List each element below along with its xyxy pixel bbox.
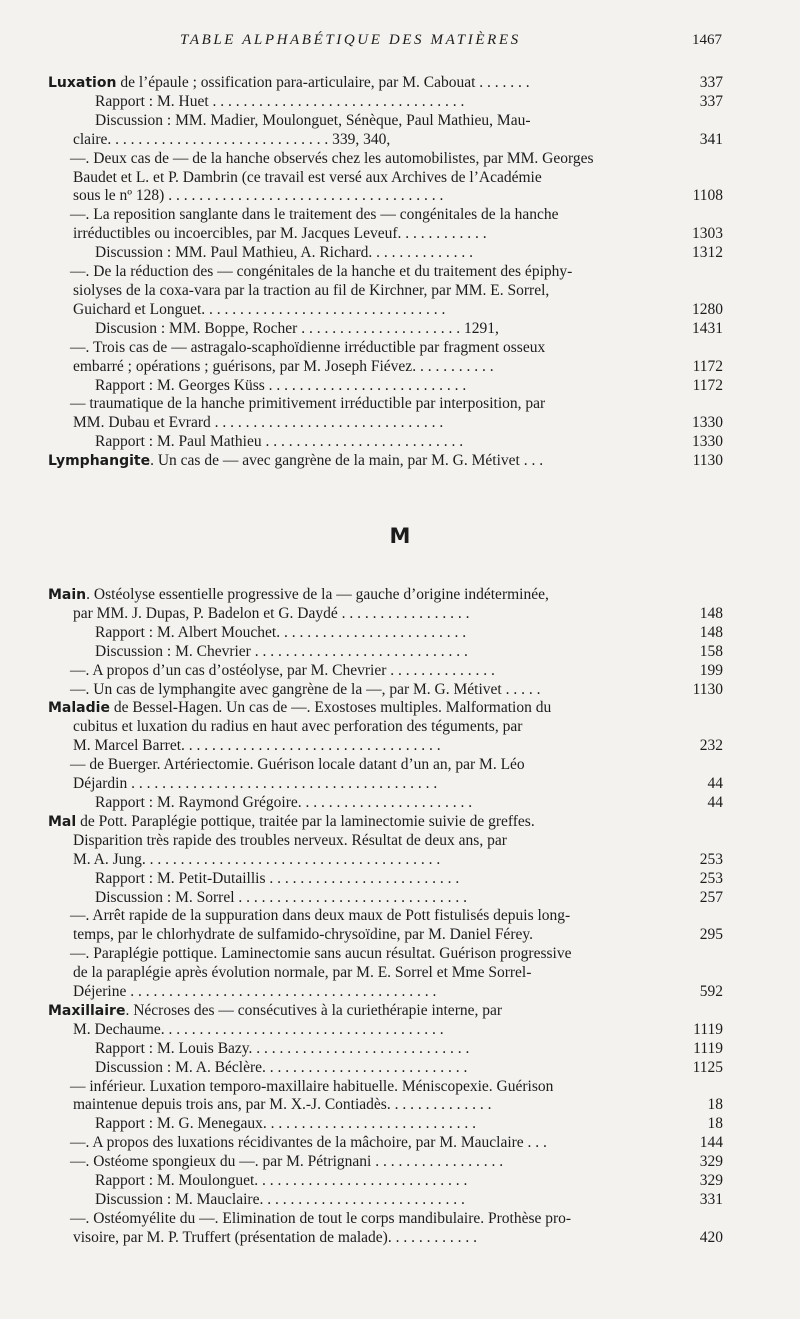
page-ref: 1172	[689, 358, 723, 377]
index-line	[48, 1134, 723, 1153]
index-line	[48, 1040, 723, 1059]
page-ref: 1130	[689, 452, 723, 471]
page-ref: 337	[696, 74, 723, 93]
index-text: —. A propos d’un cas d’ostéolyse, par M. Chevrier . . . . . . . . . . . . . .	[70, 661, 495, 679]
page-ref: 257	[696, 889, 723, 908]
index-line	[48, 624, 723, 643]
index-line	[48, 1096, 723, 1115]
index-line	[48, 1078, 723, 1097]
page-ref: 329	[696, 1153, 723, 1172]
index-line	[48, 907, 723, 926]
page-ref: 1125	[689, 1059, 723, 1078]
index-line	[48, 112, 723, 131]
index-text: Rapport : M. Albert Mouchet. . . . . . . . . . . . . . . . . . . . . . . . .	[95, 623, 467, 641]
index-text: MM. Dubau et Evrard . . . . . . . . . . . . . . . . . . . . . . . . . . . . . .	[73, 414, 444, 432]
index-text: Déjardin . . . . . . . . . . . . . . . . . . . . . . . . . . . . . . . . . . . . . . . .	[73, 775, 438, 793]
index-text: de la paraplégie après évolution normale, par M. E. Sorrel et Mme Sorrel-	[73, 964, 532, 982]
index-line	[48, 926, 723, 945]
index-text: sous le nº 128) . . . . . . . . . . . . . . . . . . . . . . . . . . . . . . . . . . . .	[73, 187, 444, 205]
index-line	[48, 1229, 723, 1248]
index-line	[48, 244, 723, 263]
index-line	[48, 681, 723, 700]
index-line	[48, 225, 723, 244]
index-line	[48, 433, 723, 452]
page-ref: 331	[696, 1191, 723, 1210]
index-text: visoire, par M. P. Truffert (présentation de malade). . . . . . . . . . . .	[73, 1228, 477, 1246]
index-text: Discussion : M. Chevrier . . . . . . . . . . . . . . . . . . . . . . . . . . . .	[95, 642, 468, 660]
index-text: cubitus et luxation du radius en haut avec perforation des téguments, par	[73, 718, 523, 736]
page-ref: 1280	[688, 301, 723, 320]
page-ref: 148	[696, 624, 723, 643]
index-line	[48, 414, 723, 433]
index-text: temps, par le chlorhydrate de sulfamido-chrysoïdine, par M. Daniel Férey.	[73, 926, 533, 944]
index-line	[48, 1153, 723, 1172]
index-line	[48, 662, 723, 681]
index-text: Discusion : MM. Boppe, Rocher . . . . . . . . . . . . . . . . . . . . . 1291,	[95, 319, 499, 337]
index-line	[48, 643, 723, 662]
page-ref: 337	[696, 93, 723, 112]
index-line	[48, 74, 723, 93]
running-head	[0, 32, 800, 52]
index-line	[48, 131, 723, 150]
index-line	[48, 1059, 723, 1078]
index-text: Rapport : M. Huet . . . . . . . . . . . . . . . . . . . . . . . . . . . . . . . . .	[95, 92, 465, 110]
index-text: Rapport : M. Petit-Dutaillis . . . . . . . . . . . . . . . . . . . . . . . . .	[95, 869, 460, 887]
page-ref: 1431	[688, 320, 723, 339]
index-line	[48, 206, 723, 225]
index-text: Rapport : M. G. Menegaux. . . . . . . . . . . . . . . . . . . . . . . . . . . .	[95, 1115, 477, 1133]
page-ref: 1172	[689, 377, 723, 396]
index-text: de Pott. Paraplégie pottique, traitée par la laminectomie suivie de greffes.	[76, 812, 535, 830]
index-line	[48, 737, 723, 756]
index-text: Déjerine . . . . . . . . . . . . . . . . . . . . . . . . . . . . . . . . . . . . . . . .	[73, 983, 437, 1001]
index-keyword: Mal	[48, 813, 77, 830]
page-ref: 253	[696, 851, 723, 870]
page-ref: 1303	[688, 225, 723, 244]
index-text: . Nécroses des — consécutives à la curiethérapie interne, par	[125, 1001, 503, 1019]
index-line	[48, 169, 723, 188]
index-text: Disparition très rapide des troubles nerveux. Résultat de deux ans, par	[73, 831, 507, 849]
index-text: Rapport : M. Louis Bazy. . . . . . . . . . . . . . . . . . . . . . . . . . . . .	[95, 1039, 470, 1057]
index-text: —. La reposition sanglante dans le traitement des — congénitales de la hanche	[70, 206, 559, 224]
index-line	[48, 452, 723, 471]
index-text: Guichard et Longuet. . . . . . . . . . . . . . . . . . . . . . . . . . . . . . . .	[73, 300, 446, 318]
index-line	[48, 832, 723, 851]
index-text: . Un cas de — avec gangrène de la main, par M. G. Métivet . . .	[150, 452, 544, 470]
page-ref: 18	[704, 1096, 724, 1115]
page-ref: 44	[704, 775, 724, 794]
index-text: —. Ostéome spongieux du —. par M. Pétrignani . . . . . . . . . . . . . . . . .	[70, 1153, 504, 1171]
page-ref: 1330	[688, 433, 723, 452]
index-text: claire. . . . . . . . . . . . . . . . . . . . . . . . . . . . . 339, 340,	[73, 130, 391, 148]
index-line	[48, 395, 723, 414]
index-text: M. A. Jung. . . . . . . . . . . . . . . . . . . . . . . . . . . . . . . . . . . . . . .	[73, 850, 441, 868]
index-block-m	[48, 586, 723, 1248]
index-line	[48, 794, 723, 813]
index-text: —. Paraplégie pottique. Laminectomie sans aucun résultat. Guérison progressive	[70, 945, 572, 963]
index-line	[48, 813, 723, 832]
index-keyword: Luxation	[48, 75, 117, 91]
index-text: de Bessel-Hagen. Un cas de —. Exostoses multiples. Malformation du	[109, 699, 552, 717]
index-line	[48, 699, 723, 718]
page-ref: 1130	[689, 681, 723, 700]
page-ref: 44	[704, 794, 724, 813]
page-ref: 253	[696, 870, 723, 889]
index-line	[48, 870, 723, 889]
index-line	[48, 263, 723, 282]
index-line	[48, 187, 723, 206]
index-text: Baudet et L. et P. Dambrin (ce travail est versé aux Archives de l’Académie	[73, 168, 542, 186]
index-line	[48, 586, 723, 605]
index-text: Discussion : M. A. Béclère. . . . . . . . . . . . . . . . . . . . . . . . . . .	[95, 1058, 468, 1076]
index-line	[48, 301, 723, 320]
index-text: —. Un cas de lymphangite avec gangrène de la —, par M. G. Métivet . . . . .	[70, 680, 541, 698]
page-ref: 1119	[689, 1021, 723, 1040]
index-line	[48, 964, 723, 983]
page-ref: 1312	[688, 244, 723, 263]
index-line	[48, 983, 723, 1002]
index-text: —. Trois cas de — astragalo-scaphoïdienne irréductible par fragment osseux	[70, 338, 546, 356]
index-keyword: Main	[48, 587, 87, 603]
index-line	[48, 718, 723, 737]
index-line	[48, 320, 723, 339]
index-text: Discussion : MM. Paul Mathieu, A. Richard. . . . . . . . . . . . . .	[95, 244, 474, 262]
index-text: —. Arrêt rapide de la suppuration dans deux maux de Pott fistulisés depuis long-	[70, 907, 571, 925]
index-text: Discussion : M. Mauclaire. . . . . . . . . . . . . . . . . . . . . . . . . . .	[95, 1191, 465, 1208]
index-text: M. Dechaume. . . . . . . . . . . . . . . . . . . . . . . . . . . . . . . . . . . . .	[73, 1020, 444, 1038]
index-keyword: Lymphangite	[48, 453, 151, 470]
index-line	[48, 945, 723, 964]
page-ref: 144	[696, 1134, 723, 1153]
page-ref: 158	[696, 643, 723, 662]
index-text: Rapport : M. Moulonguet. . . . . . . . . . . . . . . . . . . . . . . . . . . .	[95, 1172, 468, 1190]
index-text: — inférieur. Luxation temporo-maxillaire habituelle. Méniscopexie. Guérison	[70, 1077, 554, 1095]
page-ref: 18	[704, 1115, 724, 1134]
index-line	[48, 605, 723, 624]
index-line	[48, 377, 723, 396]
index-text: — traumatique de la hanche primitivement irréductible par interposition, par	[70, 395, 546, 413]
index-text: embarré ; opérations ; guérisons, par M. Joseph Fiévez. . . . . . . . . . .	[73, 357, 494, 375]
page-ref: 420	[696, 1229, 723, 1248]
page-ref: 1108	[689, 187, 723, 206]
index-text: —. Deux cas de — de la hanche observés chez les automobilistes, par MM. Georges	[70, 149, 594, 167]
index-line	[48, 339, 723, 358]
index-text: Discussion : MM. Madier, Moulonguet, Sénèque, Paul Mathieu, Mau-	[95, 111, 531, 129]
index-text: maintenue depuis trois ans, par M. X.-J. Contiadès. . . . . . . . . . . . . .	[73, 1096, 492, 1114]
index-block-l	[48, 74, 723, 471]
index-text: . Ostéolyse essentielle progressive de la — gauche d’origine indéterminée,	[86, 586, 549, 603]
page-ref: 592	[696, 983, 723, 1002]
index-line	[48, 1191, 723, 1210]
running-title: TABLE ALPHABÉTIQUE DES MATIÈRES	[180, 32, 521, 48]
page-ref: 329	[696, 1172, 723, 1191]
index-keyword: Maxillaire	[48, 1002, 126, 1019]
index-line	[48, 756, 723, 775]
page-ref: 148	[696, 605, 723, 624]
index-line	[48, 1002, 723, 1021]
index-line	[48, 1210, 723, 1229]
index-line	[48, 775, 723, 794]
page-number: 1467	[692, 32, 722, 48]
index-line	[48, 93, 723, 112]
index-keyword: Maladie	[48, 700, 110, 717]
index-line	[48, 1021, 723, 1040]
index-line	[48, 358, 723, 377]
index-text: —. Ostéomyélite du —. Elimination de tout le corps mandibulaire. Prothèse pro-	[70, 1209, 572, 1227]
index-line	[48, 1172, 723, 1191]
page-ref: 1330	[688, 414, 723, 433]
page-ref: 295	[696, 926, 723, 945]
section-letter: M	[389, 524, 411, 548]
index-text: irréductibles ou incoercibles, par M. Jacques Leveuf. . . . . . . . . . . .	[73, 225, 487, 243]
index-line	[48, 282, 723, 301]
index-text: —. De la réduction des — congénitales de la hanche et du traitement des épiphy-	[70, 263, 573, 281]
index-line	[48, 150, 723, 169]
index-line	[48, 851, 723, 870]
page-ref: 232	[696, 737, 723, 756]
index-text: Rapport : M. Raymond Grégoire. . . . . . . . . . . . . . . . . . . . . . .	[95, 793, 473, 811]
index-text: Rapport : M. Georges Küss . . . . . . . . . . . . . . . . . . . . . . . . . .	[95, 376, 467, 394]
index-line	[48, 1115, 723, 1134]
index-text: M. Marcel Barret. . . . . . . . . . . . . . . . . . . . . . . . . . . . . . . . . .	[73, 737, 441, 755]
index-text: de l’épaule ; ossification para-articulaire, par M. Cabouat . . . . . . .	[116, 74, 530, 91]
index-line	[48, 889, 723, 908]
index-text: siolyses de la coxa-vara par la traction au fil de Kirchner, par MM. E. Sorrel,	[73, 281, 550, 299]
page-ref: 341	[696, 131, 723, 150]
index-text: Discussion : M. Sorrel . . . . . . . . . . . . . . . . . . . . . . . . . . . . . .	[95, 888, 467, 906]
index-text: par MM. J. Dupas, P. Badelon et G. Daydé . . . . . . . . . . . . . . . . .	[73, 604, 470, 622]
page-ref: 199	[696, 662, 723, 681]
index-text: —. A propos des luxations récidivantes de la mâchoire, par M. Mauclaire . . .	[70, 1134, 547, 1152]
page-ref: 1119	[689, 1040, 723, 1059]
index-text: — de Buerger. Artériectomie. Guérison locale datant d’un an, par M. Léo	[70, 756, 525, 774]
index-text: Rapport : M. Paul Mathieu . . . . . . . . . . . . . . . . . . . . . . . . . .	[95, 433, 464, 451]
